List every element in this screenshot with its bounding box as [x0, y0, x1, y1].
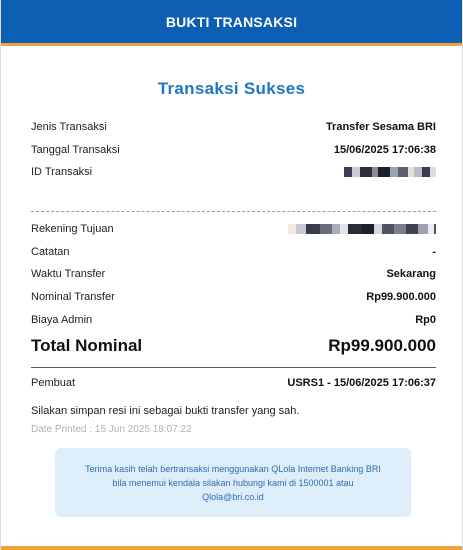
detail-row-rekening-tujuan [31, 221, 436, 237]
detail-value: Rp99.900.000 [366, 291, 436, 303]
status-title: Transaksi Sukses [157, 79, 306, 98]
detail-row-id-transaksi [31, 164, 436, 180]
detail-label: Nominal Transfer [31, 291, 115, 303]
info-line: bila menemui kendala silakan hubungi kami di 1500001 atau [112, 477, 354, 488]
detail-row-nominal-transfer [31, 289, 436, 305]
header-title: BUKTI TRANSAKSI [165, 13, 298, 30]
detail-row-biaya-admin [31, 312, 436, 328]
receipt-note: Silakan simpan resi ini sebagai bukti transfer yang sah. [31, 405, 300, 417]
detail-label: Catatan [31, 246, 70, 258]
detail-value: 15/06/2025 17:06:38 [333, 144, 436, 156]
detail-row-tanggal-transaksi [31, 142, 436, 158]
total-divider [31, 367, 436, 368]
date-printed: Date Printed : 15 Jun 2025 18:07:22 [31, 424, 192, 435]
detail-label: Tanggal Transaksi [31, 144, 120, 156]
detail-label: Pembuat [31, 377, 76, 389]
info-line: Terima kasih telah bertransaksi menggunakan QLola Internet Banking BRI [85, 463, 381, 474]
info-box [55, 448, 411, 517]
detail-label: Jenis Transaksi [31, 121, 107, 133]
detail-label: ID Transaksi [31, 166, 93, 178]
detail-label: Rekening Tujuan [31, 223, 114, 235]
total-row [31, 335, 436, 357]
info-email: Qlola@bri.co.id [202, 491, 264, 502]
header-bar [1, 0, 462, 46]
bottom-accent-bar [1, 546, 462, 550]
total-label: Total Nominal [31, 336, 143, 355]
detail-label: Biaya Admin [31, 314, 93, 326]
redacted-id-transaksi [344, 167, 436, 177]
total-value: Rp99.900.000 [328, 336, 436, 355]
detail-row-pembuat [31, 375, 436, 391]
detail-label: Waktu Transfer [31, 268, 106, 280]
detail-row-waktu-transfer [31, 266, 436, 282]
redacted-rekening-tujuan [288, 224, 436, 234]
detail-value: Transfer Sesama BRI [325, 121, 436, 133]
detail-row-catatan [31, 244, 436, 260]
detail-value: Rp0 [415, 314, 436, 326]
detail-value: Sekarang [386, 268, 436, 280]
section-divider [31, 211, 436, 212]
detail-value: USRS1 - 15/06/2025 17:06:37 [287, 377, 436, 389]
detail-value: - [432, 246, 436, 258]
detail-row-jenis-transaksi [31, 119, 436, 135]
